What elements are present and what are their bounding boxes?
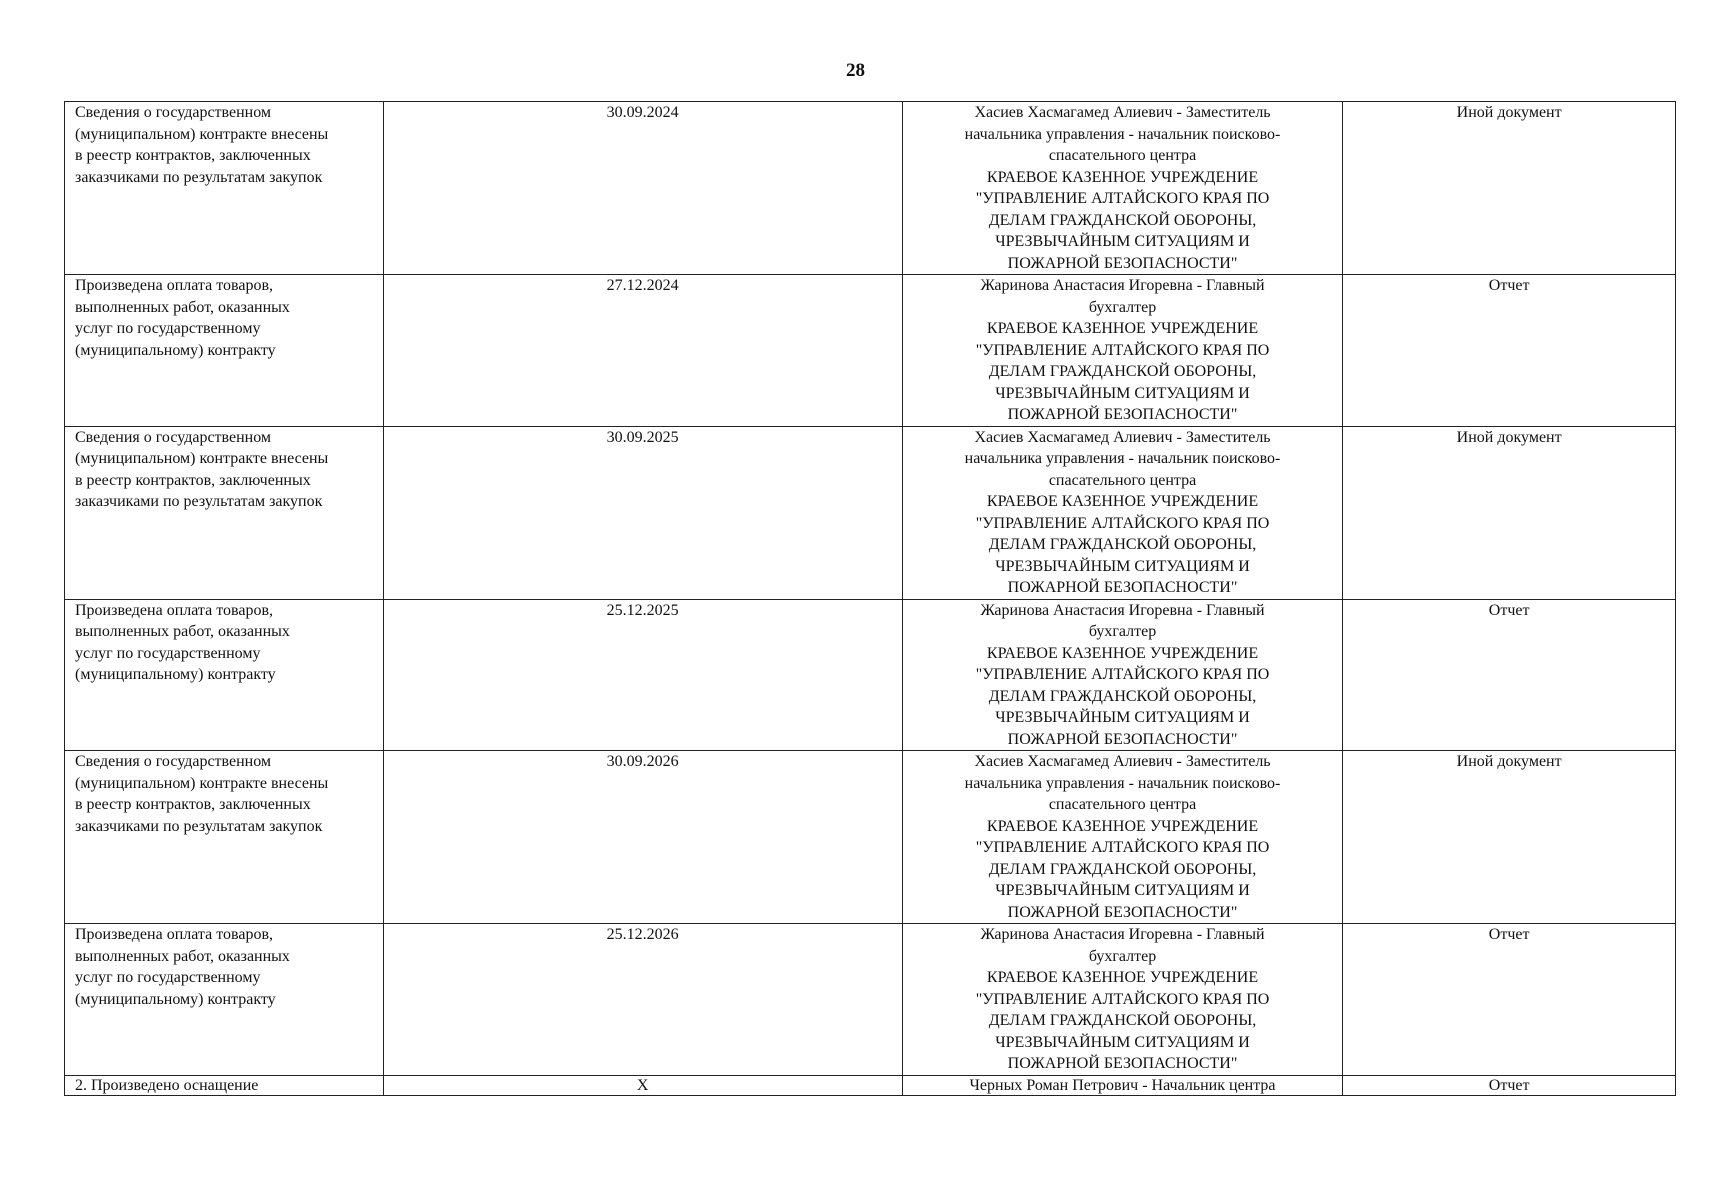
responsible-person-line: ЧРЕЗВЫЧАЙНЫМ СИТУАЦИЯМ И <box>995 882 1250 899</box>
responsible-person-line: ДЕЛАМ ГРАЖДАНСКОЙ ОБОРОНЫ, <box>988 860 1257 878</box>
responsible-person-line: спасательного центра <box>1048 796 1197 813</box>
responsible-person-cell <box>902 426 1343 599</box>
table-body <box>65 102 1676 1096</box>
event-name-line: заказчиками по результатам закупок <box>75 168 323 186</box>
responsible-person-line: "УПРАВЛЕНИЕ АЛТАЙСКОГО КРАЯ ПО <box>975 839 1270 856</box>
responsible-person-line: ДЕЛАМ ГРАЖДАНСКОЙ ОБОРОНЫ, <box>988 363 1257 380</box>
responsible-person-cell <box>902 924 1343 1076</box>
responsible-person-line: бухгалтер <box>1088 947 1157 965</box>
deadline-date-cell: 30.09.2026 <box>383 751 902 924</box>
responsible-person-line: бухгалтер <box>1088 298 1157 316</box>
document-type-cell: Иной документ <box>1343 751 1676 924</box>
event-name-line: выполненных работ, оказанных <box>75 947 290 965</box>
event-name-cell <box>65 599 384 751</box>
document-type-cell: Отчет <box>1343 275 1676 427</box>
event-name-line: (муниципальному) контракту <box>75 990 276 1008</box>
responsible-person-cell <box>902 275 1343 427</box>
responsible-person-line: бухгалтер <box>1088 623 1157 640</box>
event-name-line: (муниципальному) контракту <box>75 341 276 359</box>
event-name-line: услуг по государственному <box>75 644 261 662</box>
responsible-person-line: начальника управления - начальник поисково- <box>964 774 1281 792</box>
responsible-person-line: ЧРЕЗВЫЧАЙНЫМ СИТУАЦИЯМ И <box>995 384 1250 402</box>
responsible-person-line: спасательного центра <box>1048 471 1197 489</box>
event-name-line: Сведения о государственном <box>75 104 272 121</box>
document-type-cell: Отчет <box>1343 599 1676 751</box>
event-name-line: услуг по государственному <box>75 969 261 986</box>
deadline-date-cell: 25.12.2025 <box>383 599 902 751</box>
control-points-table <box>64 101 1676 1096</box>
document-type-cell: Иной документ <box>1343 102 1676 275</box>
responsible-person-line: начальника управления - начальник поисково- <box>964 450 1281 467</box>
table-row <box>65 924 1676 1076</box>
document-type-cell: Отчет <box>1343 924 1676 1076</box>
responsible-person-cell <box>902 751 1343 924</box>
responsible-person-line: ПОЖАРНОЙ БЕЗОПАСНОСТИ" <box>1007 903 1238 921</box>
event-name-line: (муниципальном) контракте внесены <box>75 774 329 792</box>
responsible-person-line: "УПРАВЛЕНИЕ АЛТАЙСКОГО КРАЯ ПО <box>975 990 1270 1008</box>
responsible-person-line: КРАЕВОЕ КАЗЕННОЕ УЧРЕЖДЕНИЕ <box>986 493 1259 510</box>
responsible-person-line: "УПРАВЛЕНИЕ АЛТАЙСКОГО КРАЯ ПО <box>975 341 1270 359</box>
event-name-line: услуг по государственному <box>75 320 261 337</box>
event-name-line: (муниципальном) контракте внесены <box>75 125 329 143</box>
deadline-date-cell: 25.12.2026 <box>383 924 902 1076</box>
responsible-person-line: ЧРЕЗВЫЧАЙНЫМ СИТУАЦИЯМ И <box>995 1033 1250 1051</box>
responsible-person-line: ПОЖАРНОЙ БЕЗОПАСНОСТИ" <box>1007 1055 1238 1072</box>
event-name-cell <box>65 102 384 275</box>
deadline-date-cell: 30.09.2024 <box>383 102 902 275</box>
responsible-person-line: Жаринова Анастасия Игоревна - Главный <box>980 601 1265 619</box>
responsible-person-line: ДЕЛАМ ГРАЖДАНСКОЙ ОБОРОНЫ, <box>988 687 1257 705</box>
responsible-person-line: Хасиев Хасмагамед Алиевич - Заместитель <box>974 753 1271 770</box>
responsible-person-line: ДЕЛАМ ГРАЖДАНСКОЙ ОБОРОНЫ, <box>988 211 1257 229</box>
responsible-person-line: Жаринова Анастасия Игоревна - Главный <box>980 926 1265 943</box>
responsible-person-line: Черных Роман Петрович - Начальник центра <box>969 1076 1276 1094</box>
event-name-line: Произведена оплата товаров, <box>75 601 273 619</box>
responsible-person-line: КРАЕВОЕ КАЗЕННОЕ УЧРЕЖДЕНИЕ <box>986 817 1259 835</box>
responsible-person-line: ПОЖАРНОЙ БЕЗОПАСНОСТИ" <box>1007 730 1238 748</box>
table-row <box>65 426 1676 599</box>
responsible-person-line: Хасиев Хасмагамед Алиевич - Заместитель <box>974 428 1271 446</box>
event-name-line: в реестр контрактов, заключенных <box>75 471 311 489</box>
document-type-cell: Иной документ <box>1343 426 1676 599</box>
responsible-person-line: КРАЕВОЕ КАЗЕННОЕ УЧРЕЖДЕНИЕ <box>986 320 1259 337</box>
responsible-person-cell <box>902 1075 1343 1095</box>
responsible-person-line: ПОЖАРНОЙ БЕЗОПАСНОСТИ" <box>1007 406 1238 423</box>
responsible-person-line: ПОЖАРНОЙ БЕЗОПАСНОСТИ" <box>1007 579 1238 596</box>
responsible-person-cell <box>902 599 1343 751</box>
event-name-line: выполненных работ, оказанных <box>75 298 290 316</box>
page-number: 28 <box>846 60 865 81</box>
table-row <box>65 751 1676 924</box>
deadline-date-cell: X <box>383 1075 902 1095</box>
responsible-person-line: ДЕЛАМ ГРАЖДАНСКОЙ ОБОРОНЫ, <box>988 536 1257 553</box>
table-row <box>65 102 1676 275</box>
event-name-cell <box>65 1075 384 1095</box>
responsible-person-line: Хасиев Хасмагамед Алиевич - Заместитель <box>974 104 1271 121</box>
table-row <box>65 599 1676 751</box>
responsible-person-line: "УПРАВЛЕНИЕ АЛТАЙСКОГО КРАЯ ПО <box>975 514 1270 532</box>
responsible-person-line: ЧРЕЗВЫЧАЙНЫМ СИТУАЦИЯМ И <box>995 233 1250 250</box>
table-row <box>65 275 1676 427</box>
responsible-person-line: Жаринова Анастасия Игоревна - Главный <box>980 277 1265 294</box>
table-row <box>65 1075 1676 1095</box>
responsible-person-line: спасательного центра <box>1048 147 1197 164</box>
event-name-line: заказчиками по результатам закупок <box>75 493 323 510</box>
document-type-cell: Отчет <box>1343 1075 1676 1095</box>
event-name-line: 2. Произведено оснащение <box>75 1076 259 1094</box>
event-name-cell <box>65 924 384 1076</box>
responsible-person-cell <box>902 102 1343 275</box>
deadline-date-cell: 27.12.2024 <box>383 275 902 427</box>
responsible-person-line: КРАЕВОЕ КАЗЕННОЕ УЧРЕЖДЕНИЕ <box>986 644 1259 662</box>
event-name-line: Произведена оплата товаров, <box>75 277 273 294</box>
event-name-line: заказчиками по результатам закупок <box>75 817 323 835</box>
responsible-person-line: ЧРЕЗВЫЧАЙНЫМ СИТУАЦИЯМ И <box>995 557 1250 575</box>
event-name-cell <box>65 751 384 924</box>
responsible-person-line: КРАЕВОЕ КАЗЕННОЕ УЧРЕЖДЕНИЕ <box>986 969 1259 986</box>
event-name-line: (муниципальном) контракте внесены <box>75 450 329 467</box>
event-name-line: (муниципальному) контракту <box>75 666 276 683</box>
event-name-line: Произведена оплата товаров, <box>75 926 273 943</box>
responsible-person-line: КРАЕВОЕ КАЗЕННОЕ УЧРЕЖДЕНИЕ <box>986 168 1259 186</box>
responsible-person-line: ДЕЛАМ ГРАЖДАНСКОЙ ОБОРОНЫ, <box>988 1012 1257 1029</box>
deadline-date-cell: 30.09.2025 <box>383 426 902 599</box>
responsible-person-line: ЧРЕЗВЫЧАЙНЫМ СИТУАЦИЯМ И <box>995 709 1250 726</box>
event-name-cell <box>65 426 384 599</box>
responsible-person-line: ПОЖАРНОЙ БЕЗОПАСНОСТИ" <box>1007 254 1238 272</box>
responsible-person-line: начальника управления - начальник поисково- <box>964 125 1281 143</box>
event-name-cell <box>65 275 384 427</box>
event-name-line: в реестр контрактов, заключенных <box>75 147 311 164</box>
event-name-line: в реестр контрактов, заключенных <box>75 796 311 813</box>
event-name-line: Сведения о государственном <box>75 428 272 446</box>
responsible-person-line: "УПРАВЛЕНИЕ АЛТАЙСКОГО КРАЯ ПО <box>975 666 1270 683</box>
event-name-line: Сведения о государственном <box>75 753 272 770</box>
event-name-line: выполненных работ, оказанных <box>75 623 290 640</box>
responsible-person-line: "УПРАВЛЕНИЕ АЛТАЙСКОГО КРАЯ ПО <box>975 190 1270 207</box>
